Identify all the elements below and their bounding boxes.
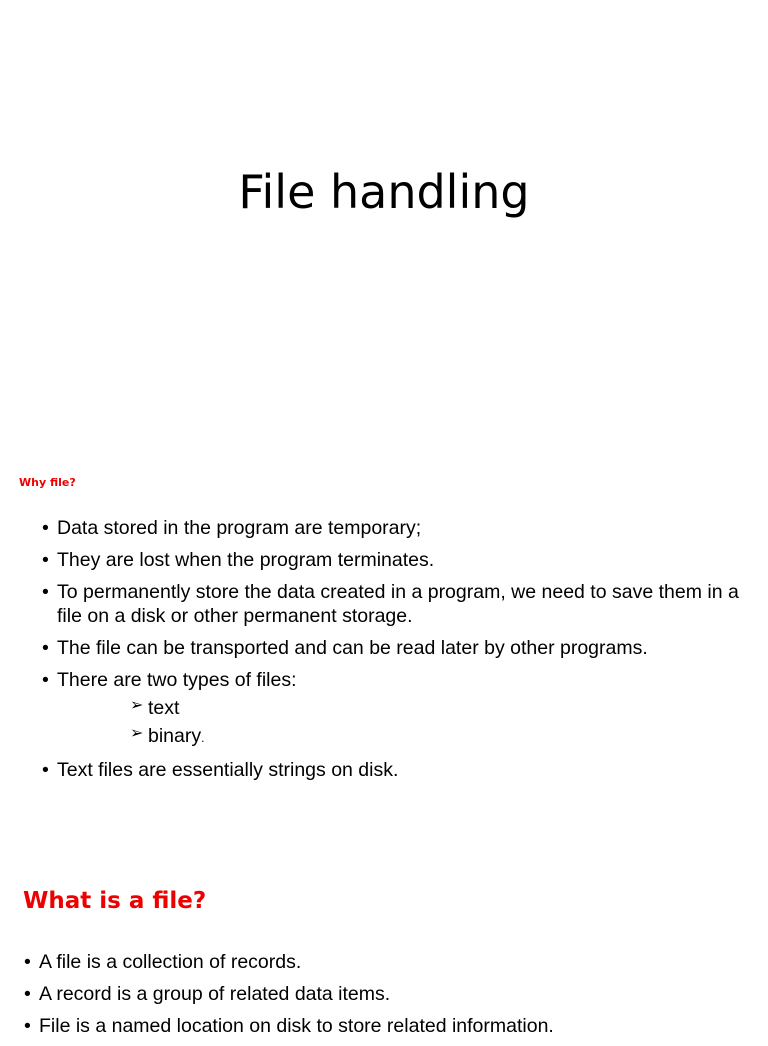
bullet-text: To permanently store the data created in a program, we need to save them in a file on a disk or other permanent storage. — [57, 581, 739, 627]
bullet-list — [22, 950, 742, 1046]
bullet-icon: • — [42, 549, 49, 571]
bullet-icon: • — [24, 1015, 31, 1037]
bullet-icon: • — [42, 637, 49, 659]
sub-bullet-text: binary — [148, 725, 202, 747]
title-slide — [0, 0, 768, 440]
bullet-text: Text files are essentially strings on disk. — [57, 759, 399, 781]
bullet-icon: • — [42, 581, 49, 603]
list-item — [22, 1014, 742, 1038]
bullet-text: A record is a group of related data items. — [39, 983, 391, 1005]
arrow-bullet-icon: ➢ — [130, 723, 144, 742]
list-item — [40, 758, 740, 782]
list-item — [40, 580, 740, 628]
slide-title: File handling — [238, 165, 530, 219]
arrow-bullet-icon: ➢ — [130, 695, 144, 714]
list-item — [40, 668, 740, 750]
bullet-icon: • — [42, 517, 49, 539]
bullet-icon: • — [42, 669, 49, 691]
bullet-icon: • — [24, 951, 31, 973]
bullet-icon: • — [24, 983, 31, 1005]
slide-heading: What is a file? — [23, 888, 207, 914]
bullet-text: A file is a collection of records. — [39, 951, 302, 973]
list-item — [40, 548, 740, 572]
why-file-slide — [0, 440, 768, 848]
list-item — [22, 950, 742, 974]
sub-bullet-text: text — [148, 697, 180, 719]
bullet-text: Data stored in the program are temporary; — [57, 517, 422, 539]
list-item — [22, 982, 742, 1006]
bullet-text: There are two types of files: — [57, 669, 297, 691]
sub-list-item — [130, 724, 740, 750]
sub-list-item — [130, 696, 740, 720]
bullet-text: They are lost when the program terminates. — [57, 549, 435, 571]
slide-heading: Why file? — [19, 476, 76, 489]
sub-bullet-list — [57, 696, 740, 750]
trailing-period: . — [201, 731, 205, 745]
list-item — [40, 636, 740, 660]
bullet-text: The file can be transported and can be read later by other programs. — [57, 637, 648, 659]
bullet-icon: • — [42, 759, 49, 781]
bullet-text: File is a named location on disk to store related information. — [39, 1015, 554, 1037]
bullet-list — [40, 516, 740, 790]
list-item — [40, 516, 740, 540]
what-is-file-slide — [0, 848, 768, 1037]
